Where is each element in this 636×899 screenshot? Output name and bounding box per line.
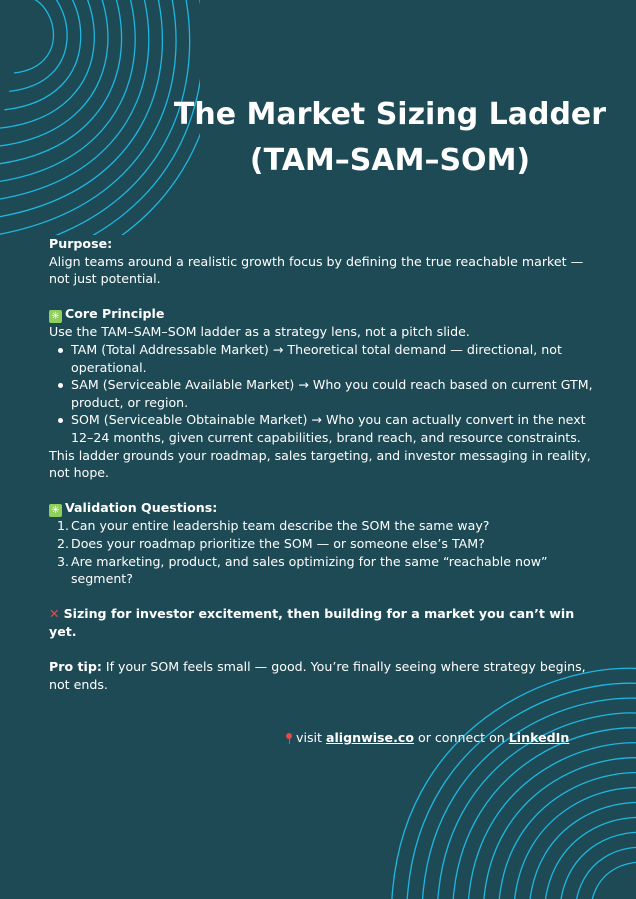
- validation-list: [49, 517, 594, 587]
- list-number: 1.: [57, 518, 70, 534]
- asterisk-icon: ✳: [49, 310, 62, 323]
- list-item: SOM (Serviceable Obtainable Market) → Who you can actually convert in the next 12–24 months, given current capabilities, brand reach, and resource constraints.: [49, 411, 594, 446]
- purpose-text: Align teams around a realistic growth focus by defining the true reachable market — not just potential.: [49, 253, 584, 287]
- warning-text: Sizing for investor excitement, then building for a market you can’t win yet.: [49, 606, 575, 639]
- list-item: SAM (Serviceable Available Market) → Who you could reach based on current GTM, product, or region.: [49, 376, 594, 411]
- decorative-arc: [468, 743, 636, 899]
- core-principle-heading-text: Core Principle: [65, 306, 165, 322]
- list-item: TAM (Total Addressable Market) → Theoretical total demand — directional, not operational.: [49, 341, 594, 376]
- decorative-arc: [0, 0, 135, 183]
- content-body: [49, 235, 594, 693]
- warning-line: [49, 605, 594, 640]
- decorative-arc: [0, 0, 108, 147]
- validation-heading-text: Validation Questions:: [65, 500, 218, 516]
- location-pin-icon: [286, 733, 292, 739]
- decorative-arc: [407, 683, 636, 899]
- decorative-arc: [9, 0, 67, 91]
- core-principle-outro: This ladder grounds your roadmap, sales targeting, and investor messaging in reality, not hope.: [49, 447, 591, 481]
- page-title-line-1: The Market Sizing Ladder: [173, 97, 607, 132]
- core-principle-intro: Use the TAM–SAM–SOM ladder as a strategy lens, not a pitch slide.: [49, 324, 470, 340]
- decorative-arc: [499, 773, 636, 899]
- validation-heading: [49, 499, 594, 517]
- decorative-arc: [514, 788, 636, 899]
- linkedin-link[interactable]: LinkedIn: [508, 730, 570, 745]
- pro-tip-text: If your SOM feels small — good. You’re finally seeing where strategy begins, not ends.: [49, 659, 586, 692]
- pro-tip: [49, 658, 594, 693]
- cross-icon: ✕: [49, 606, 60, 622]
- decorative-arc: [4, 0, 80, 110]
- purpose-heading: Purpose:: [49, 236, 113, 251]
- decorative-arc: [544, 817, 636, 899]
- decorative-arc: [0, 0, 94, 128]
- decorative-arc: [575, 847, 636, 899]
- footer-contact: [286, 729, 569, 747]
- decorative-arc: [590, 862, 636, 899]
- list-item-text: Can your entire leadership team describe the SOM the same way?: [71, 518, 490, 534]
- decorative-arc: [529, 803, 636, 899]
- footer-prefix: visit: [296, 730, 326, 745]
- list-number: 2.: [57, 535, 70, 551]
- decorative-arc: [453, 728, 636, 899]
- page-title: [130, 92, 636, 184]
- decorative-arc: [14, 0, 53, 73]
- page-title-line-2: (TAM–SAM–SOM): [249, 143, 531, 178]
- decorative-arc: [0, 0, 122, 165]
- list-item: [49, 553, 594, 588]
- list-item: [49, 535, 594, 553]
- core-principle-heading: [49, 305, 594, 323]
- decorative-arc: [0, 0, 149, 202]
- decorative-arc: [483, 758, 636, 899]
- decorative-arc: [560, 832, 636, 899]
- footer-middle: or connect on: [413, 730, 509, 745]
- core-principle-list: [49, 341, 594, 447]
- list-item: [49, 517, 594, 535]
- pro-tip-label: Pro tip:: [49, 659, 102, 675]
- list-item-text: Does your roadmap prioritize the SOM — or someone else’s TAM?: [71, 535, 485, 551]
- website-link[interactable]: alignwise.co: [325, 730, 414, 745]
- asterisk-icon: ✳: [49, 504, 62, 517]
- decorative-arc: [392, 668, 636, 899]
- list-item-text: Are marketing, product, and sales optimizing for the same “reachable now” segment?: [71, 553, 548, 587]
- list-number: 3.: [57, 553, 70, 569]
